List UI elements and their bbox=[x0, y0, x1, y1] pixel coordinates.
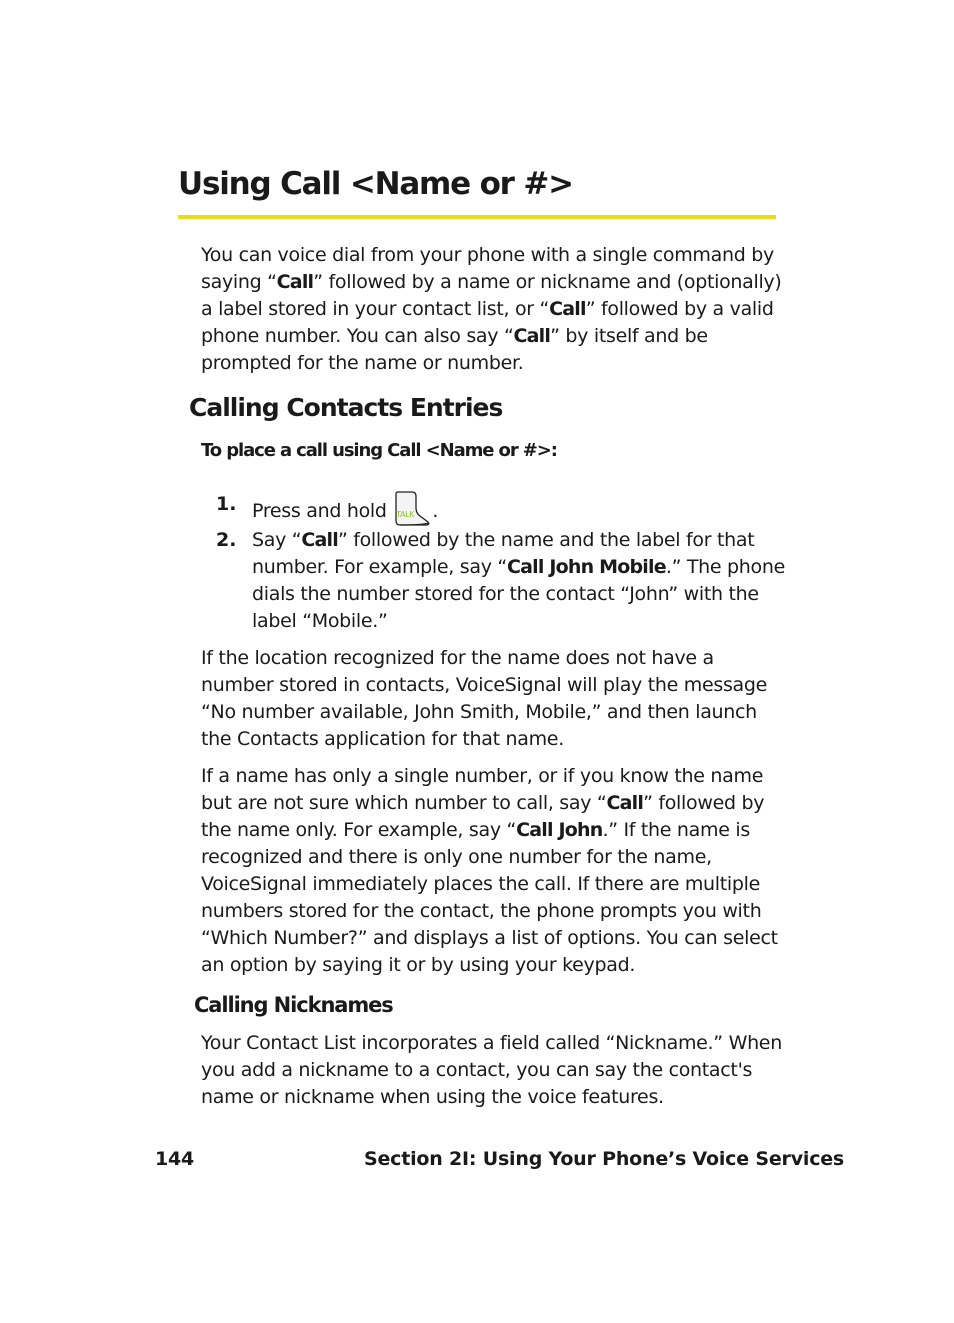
talk-key-icon bbox=[392, 491, 432, 527]
step-text: Press and hold TALK . bbox=[252, 491, 792, 527]
svg-text:TALK: TALK bbox=[396, 510, 415, 519]
body-paragraph: If the location recognized for the name does not have a number stored in contacts, VoiceSignal will play the message “No number available, John Smith, Mobile,” and then launch the Contacts application for that name. bbox=[201, 647, 768, 750]
running-footer: Section 2I: Using Your Phone’s Voice Services bbox=[364, 1148, 845, 1170]
step-text: Say “Call” followed by the name and the label for that number. For example, say “Call John Mobile.” The phone dials the number stored for the contact “John” with the label “Mobile.” bbox=[252, 529, 785, 632]
procedure-lead: To place a call using Call <Name or #>: bbox=[201, 440, 557, 461]
step-number: 1. bbox=[216, 493, 237, 515]
intro-paragraph: You can voice dial from your phone with a single command by saying “Call” followed by a name or nickname and (optionally) a label stored in your contact list, or “Call” followed by a valid phone number. You can also say “Call” by itself and be prompted for the name or number. bbox=[201, 244, 782, 374]
subsection-heading: Calling Nicknames bbox=[194, 993, 393, 1017]
page-title: Using Call <Name or #> bbox=[178, 166, 573, 202]
page-number: 144 bbox=[155, 1148, 195, 1170]
body-paragraph: If a name has only a single number, or if you know the name but are not sure which number to call, say “Call” followed by the name only. For example, say “Call John.” If the name is recognized and there is only one number for the name, VoiceSignal immediately places the call. If there are multiple numbers stored for the contact, the phone prompts you with “Which Number?” and displays a list of options. You can select an option by saying it or by using your keypad. bbox=[201, 765, 778, 976]
title-underline bbox=[178, 215, 776, 219]
step-number: 2. bbox=[216, 529, 237, 551]
section-heading: Calling Contacts Entries bbox=[189, 393, 503, 422]
body-paragraph: Your Contact List incorporates a field called “Nickname.” When you add a nickname to a contact, you can say the contact's name or nickname when using the voice features. bbox=[201, 1032, 782, 1108]
